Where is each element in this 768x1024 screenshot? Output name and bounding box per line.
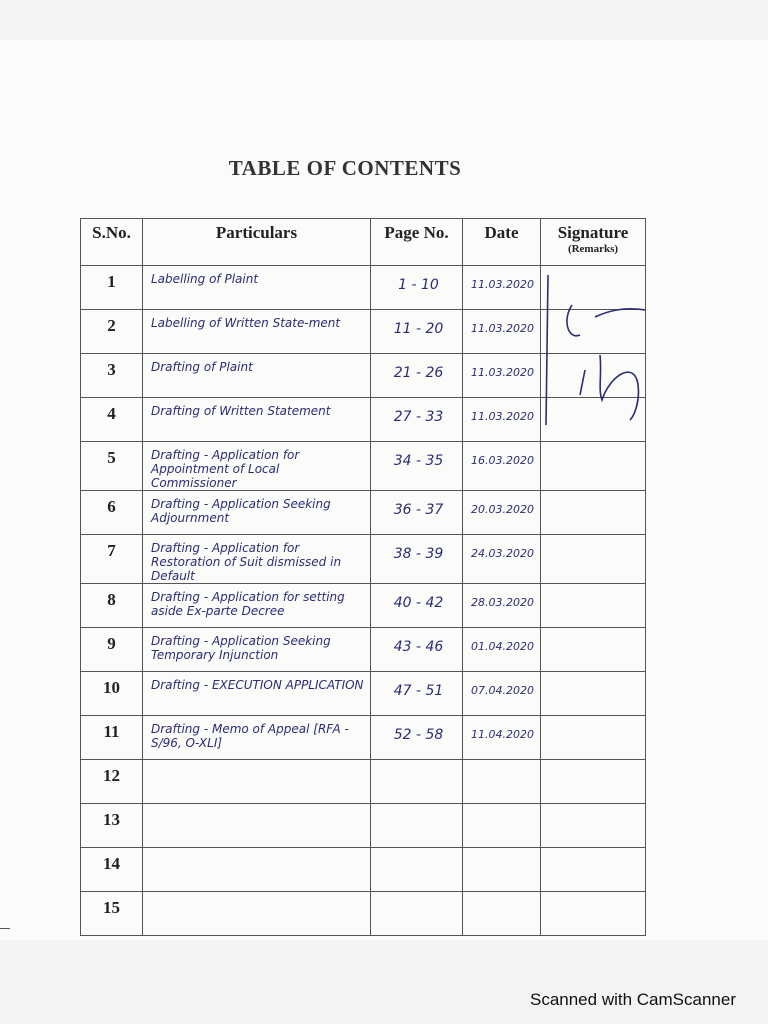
row-particulars: Labelling of Plaint bbox=[143, 266, 371, 310]
row-date: 28.03.2020 bbox=[463, 584, 541, 628]
row-signature bbox=[541, 628, 646, 672]
row-particulars: Drafting - Application Seeking Adjournment bbox=[143, 491, 371, 535]
row-signature bbox=[541, 584, 646, 628]
row-signature bbox=[541, 804, 646, 848]
row-signature bbox=[541, 760, 646, 804]
row-sno: 4 bbox=[81, 398, 143, 442]
signature-label: Signature bbox=[557, 223, 629, 242]
row-sno: 7 bbox=[81, 535, 143, 584]
row-date: 11.03.2020 bbox=[463, 310, 541, 354]
row-sno: 2 bbox=[81, 310, 143, 354]
row-page-no: 43 - 46 bbox=[371, 628, 463, 672]
row-particulars: Drafting - Application Seeking Temporary Injunction bbox=[143, 628, 371, 672]
table-row bbox=[81, 628, 646, 672]
row-date: 07.04.2020 bbox=[463, 672, 541, 716]
row-page-no: 1 - 10 bbox=[371, 266, 463, 310]
row-page-no: 47 - 51 bbox=[371, 672, 463, 716]
row-particulars bbox=[143, 804, 371, 848]
row-sno: 12 bbox=[81, 760, 143, 804]
row-page-no: 11 - 20 bbox=[371, 310, 463, 354]
row-signature bbox=[541, 491, 646, 535]
row-particulars: Drafting - Application for Appointment of Local Commissioner bbox=[143, 442, 371, 491]
header-sno: S.No. bbox=[81, 219, 143, 266]
row-sno: 14 bbox=[81, 848, 143, 892]
row-particulars bbox=[143, 760, 371, 804]
row-sno: 13 bbox=[81, 804, 143, 848]
row-particulars: Labelling of Written State-ment bbox=[143, 310, 371, 354]
row-page-no: 38 - 39 bbox=[371, 535, 463, 584]
row-date: 20.03.2020 bbox=[463, 491, 541, 535]
row-particulars: Drafting of Written Statement bbox=[143, 398, 371, 442]
row-date bbox=[463, 804, 541, 848]
row-date bbox=[463, 892, 541, 936]
row-page-no bbox=[371, 848, 463, 892]
row-particulars bbox=[143, 848, 371, 892]
row-signature bbox=[541, 892, 646, 936]
table-row bbox=[81, 672, 646, 716]
row-date: 16.03.2020 bbox=[463, 442, 541, 491]
edge-mark bbox=[0, 928, 10, 929]
remarks-label: (Remarks) bbox=[567, 243, 619, 255]
row-particulars: Drafting - Memo of Appeal [RFA - S/96, O-XLI] bbox=[143, 716, 371, 760]
row-date: 11.03.2020 bbox=[463, 266, 541, 310]
footer-watermark: Scanned with CamScanner bbox=[529, 990, 736, 1009]
row-sno: 11 bbox=[81, 716, 143, 760]
row-sno: 15 bbox=[81, 892, 143, 936]
row-particulars: Drafting - Application for Restoration of Suit dismissed in Default bbox=[143, 535, 371, 584]
row-page-no: 27 - 33 bbox=[371, 398, 463, 442]
row-date: 11.04.2020 bbox=[463, 716, 541, 760]
row-sno: 8 bbox=[81, 584, 143, 628]
row-signature bbox=[541, 716, 646, 760]
header-particulars: Particulars bbox=[143, 219, 371, 266]
row-particulars: Drafting of Plaint bbox=[143, 354, 371, 398]
row-date: 11.03.2020 bbox=[463, 398, 541, 442]
header-page-no: Page No. bbox=[371, 219, 463, 266]
row-page-no: 34 - 35 bbox=[371, 442, 463, 491]
signature-icon bbox=[540, 265, 655, 455]
row-date bbox=[463, 848, 541, 892]
table-row bbox=[81, 584, 646, 628]
row-sno: 5 bbox=[81, 442, 143, 491]
row-signature bbox=[541, 848, 646, 892]
table-row bbox=[81, 892, 646, 936]
page-title: TABLE OF CONTENTS bbox=[228, 156, 462, 180]
row-date: 24.03.2020 bbox=[463, 535, 541, 584]
table-row bbox=[81, 848, 646, 892]
row-page-no bbox=[371, 892, 463, 936]
table-header-row bbox=[81, 219, 646, 266]
table-row bbox=[81, 491, 646, 535]
header-signature bbox=[541, 219, 646, 266]
table-row bbox=[81, 760, 646, 804]
row-particulars: Drafting - Application for setting aside Ex-parte Decree bbox=[143, 584, 371, 628]
row-page-no bbox=[371, 760, 463, 804]
row-date: 11.03.2020 bbox=[463, 354, 541, 398]
row-sno: 1 bbox=[81, 266, 143, 310]
table-row bbox=[81, 535, 646, 584]
header-date: Date bbox=[463, 219, 541, 266]
row-date: 01.04.2020 bbox=[463, 628, 541, 672]
row-page-no: 21 - 26 bbox=[371, 354, 463, 398]
table-row bbox=[81, 804, 646, 848]
table-row bbox=[81, 716, 646, 760]
row-signature bbox=[541, 535, 646, 584]
row-page-no: 36 - 37 bbox=[371, 491, 463, 535]
row-page-no bbox=[371, 804, 463, 848]
row-sno: 6 bbox=[81, 491, 143, 535]
row-page-no: 40 - 42 bbox=[371, 584, 463, 628]
row-page-no: 52 - 58 bbox=[371, 716, 463, 760]
row-particulars bbox=[143, 892, 371, 936]
row-signature bbox=[541, 672, 646, 716]
row-sno: 9 bbox=[81, 628, 143, 672]
row-particulars: Drafting - EXECUTION APPLICATION bbox=[143, 672, 371, 716]
row-date bbox=[463, 760, 541, 804]
row-sno: 3 bbox=[81, 354, 143, 398]
row-sno: 10 bbox=[81, 672, 143, 716]
